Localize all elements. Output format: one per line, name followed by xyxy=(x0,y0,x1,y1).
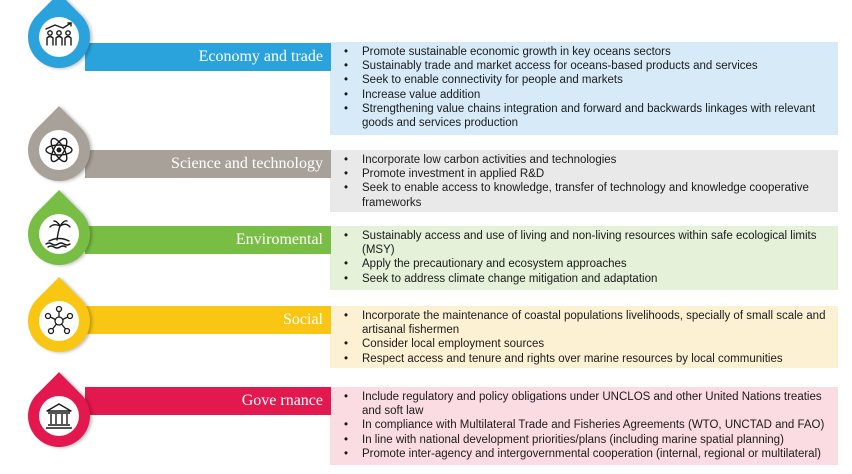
panel-environmental xyxy=(330,226,838,290)
icon-badge xyxy=(39,214,79,254)
bullet-item: • In compliance with Multilateral Trade and Fisheries Agreements (WTO, UNCTAD and FAO) xyxy=(344,418,832,432)
bullet-item: • Incorporate the maintenance of coastal populations livelihoods, specially of small scale and artisanal fishermen xyxy=(344,309,832,337)
bullet-item: • Respect access and tenure and rights over marine resources by local communities xyxy=(344,352,832,366)
government-building-icon xyxy=(43,400,75,432)
bullet-item: • Strengthening value chains integration and forward and backwards linkages with relevant goods and services production xyxy=(344,102,832,130)
bullet-item: • Sustainably access and use of living and non-living resources within safe ecological limits (MSY) xyxy=(344,229,832,257)
bullet-item: • Consider local employment sources xyxy=(344,337,832,351)
band-science-technology: Science and technology xyxy=(85,150,331,178)
band-governance: Gove rnance xyxy=(85,387,331,415)
people-growth-icon xyxy=(43,21,75,53)
band-social: Social xyxy=(85,306,331,334)
bullet-item: • Promote investment in applied R&D xyxy=(344,167,832,181)
island-palm-icon xyxy=(43,218,75,250)
atom-icon xyxy=(43,134,75,166)
bullet-item: • Promote sustainable economic growth in key oceans sectors xyxy=(344,45,832,59)
icon-badge xyxy=(39,130,79,170)
bullet-item: • In line with national development priorities/plans (including marine spatial planning) xyxy=(344,433,832,447)
panel-social xyxy=(330,306,838,368)
icon-badge xyxy=(39,17,79,57)
bullet-list xyxy=(344,309,832,366)
band-environmental: Enviromental xyxy=(85,226,331,254)
bullet-list xyxy=(344,229,832,286)
panel-governance xyxy=(330,387,838,465)
bullet-item: • Seek to enable access to knowledge, transfer of technology and knowledge cooperative frameworks xyxy=(344,181,832,209)
bullet-list xyxy=(344,153,832,210)
bullet-item: • Promote inter-agency and intergovernmental cooperation (internal, regional or multilateral) xyxy=(344,447,832,461)
bullet-list xyxy=(344,45,832,130)
bullet-item: • Seek to enable connectivity for people and markets xyxy=(344,73,832,87)
bullet-item: • Seek to address climate change mitigation and adaptation xyxy=(344,272,832,286)
icon-badge xyxy=(39,396,79,436)
bullet-item: • Apply the precautionary and ecosystem approaches xyxy=(344,257,832,271)
band-economy-trade: Economy and trade xyxy=(85,43,331,71)
icon-badge xyxy=(39,301,79,341)
bullet-item: • Increase value addition xyxy=(344,88,832,102)
panel-economy-trade xyxy=(330,42,838,135)
bullet-item: • Sustainably trade and market access for oceans-based products and services xyxy=(344,59,832,73)
bullet-item: • Incorporate low carbon activities and technologies xyxy=(344,153,832,167)
bullet-item: • Include regulatory and policy obligations under UNCLOS and other United Nations treaties and soft law xyxy=(344,390,832,418)
panel-science-technology xyxy=(330,150,838,212)
bullet-list xyxy=(344,390,832,461)
community-network-icon xyxy=(43,305,75,337)
